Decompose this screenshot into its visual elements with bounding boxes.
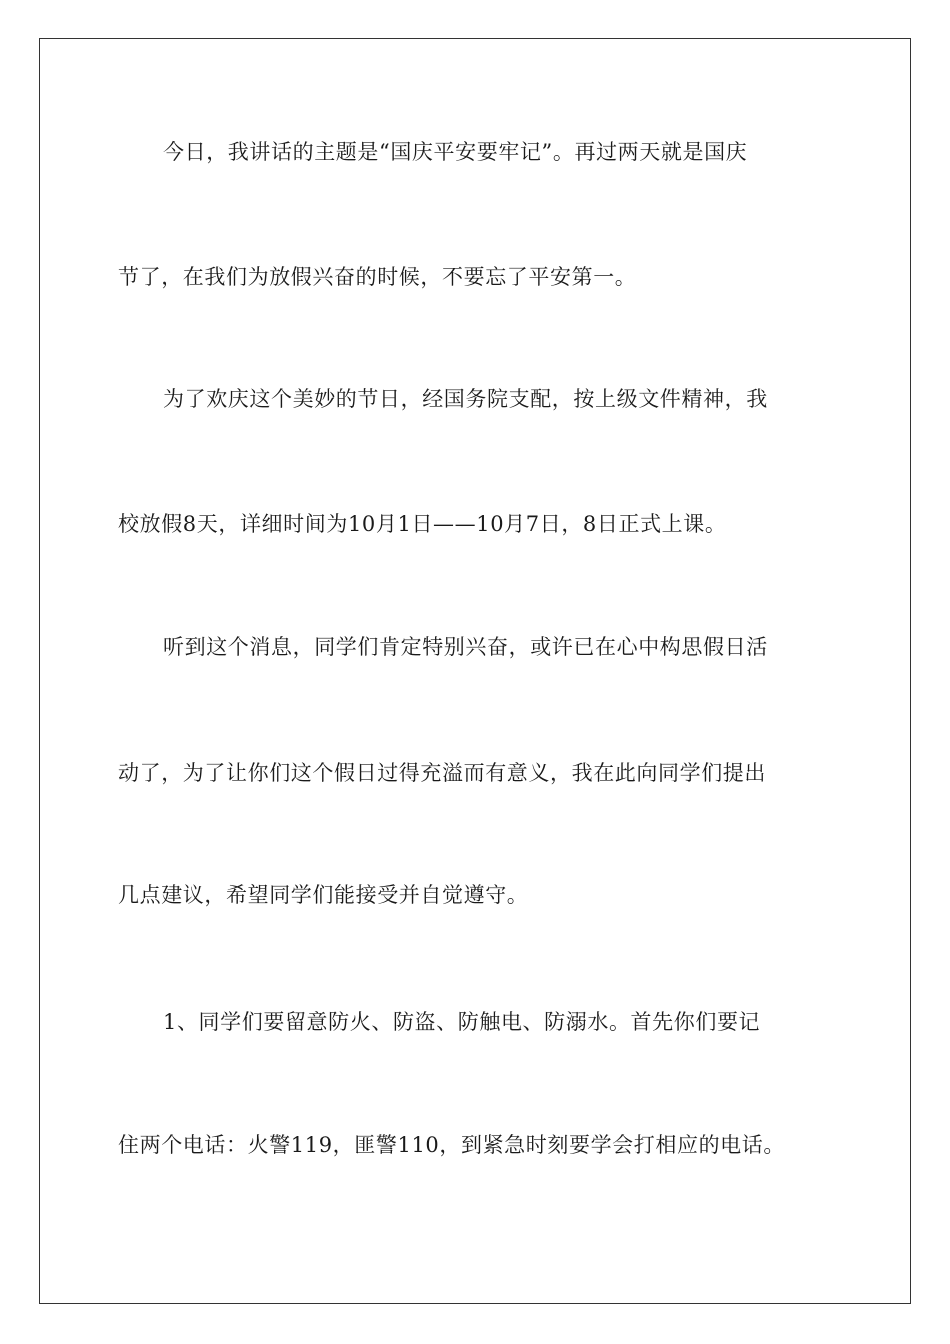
- paragraph-1-line-1: 今日，我讲话的主题是“国庆平安要牢记”。再过两天就是国庆: [163, 140, 748, 164]
- paragraph-4-line-2: 住两个电话：火警119，匪警110，到紧急时刻要学会打相应的电话。: [118, 1133, 785, 1157]
- paragraph-3-line-2: 动了，为了让你们这个假日过得充溢而有意义，我在此向同学们提出: [118, 761, 766, 785]
- paragraph-2-line-2: 校放假8天，详细时间为10月1日——10月7日，8日正式上课。: [118, 512, 727, 536]
- paragraph-3-line-3: 几点建议，希望同学们能接受并自觉遵守。: [118, 883, 529, 907]
- paragraph-1-line-2: 节了，在我们为放假兴奋的时候，不要忘了平安第一。: [118, 265, 637, 289]
- paragraph-2-line-1: 为了欢庆这个美妙的节日，经国务院支配，按上级文件精神，我: [163, 387, 768, 411]
- page-frame: [39, 38, 911, 1304]
- paragraph-3-line-1: 听到这个消息，同学们肯定特别兴奋，或许已在心中构思假日活: [163, 635, 768, 659]
- paragraph-4-line-1: 1、同学们要留意防火、防盗、防触电、防溺水。首先你们要记: [163, 1010, 761, 1034]
